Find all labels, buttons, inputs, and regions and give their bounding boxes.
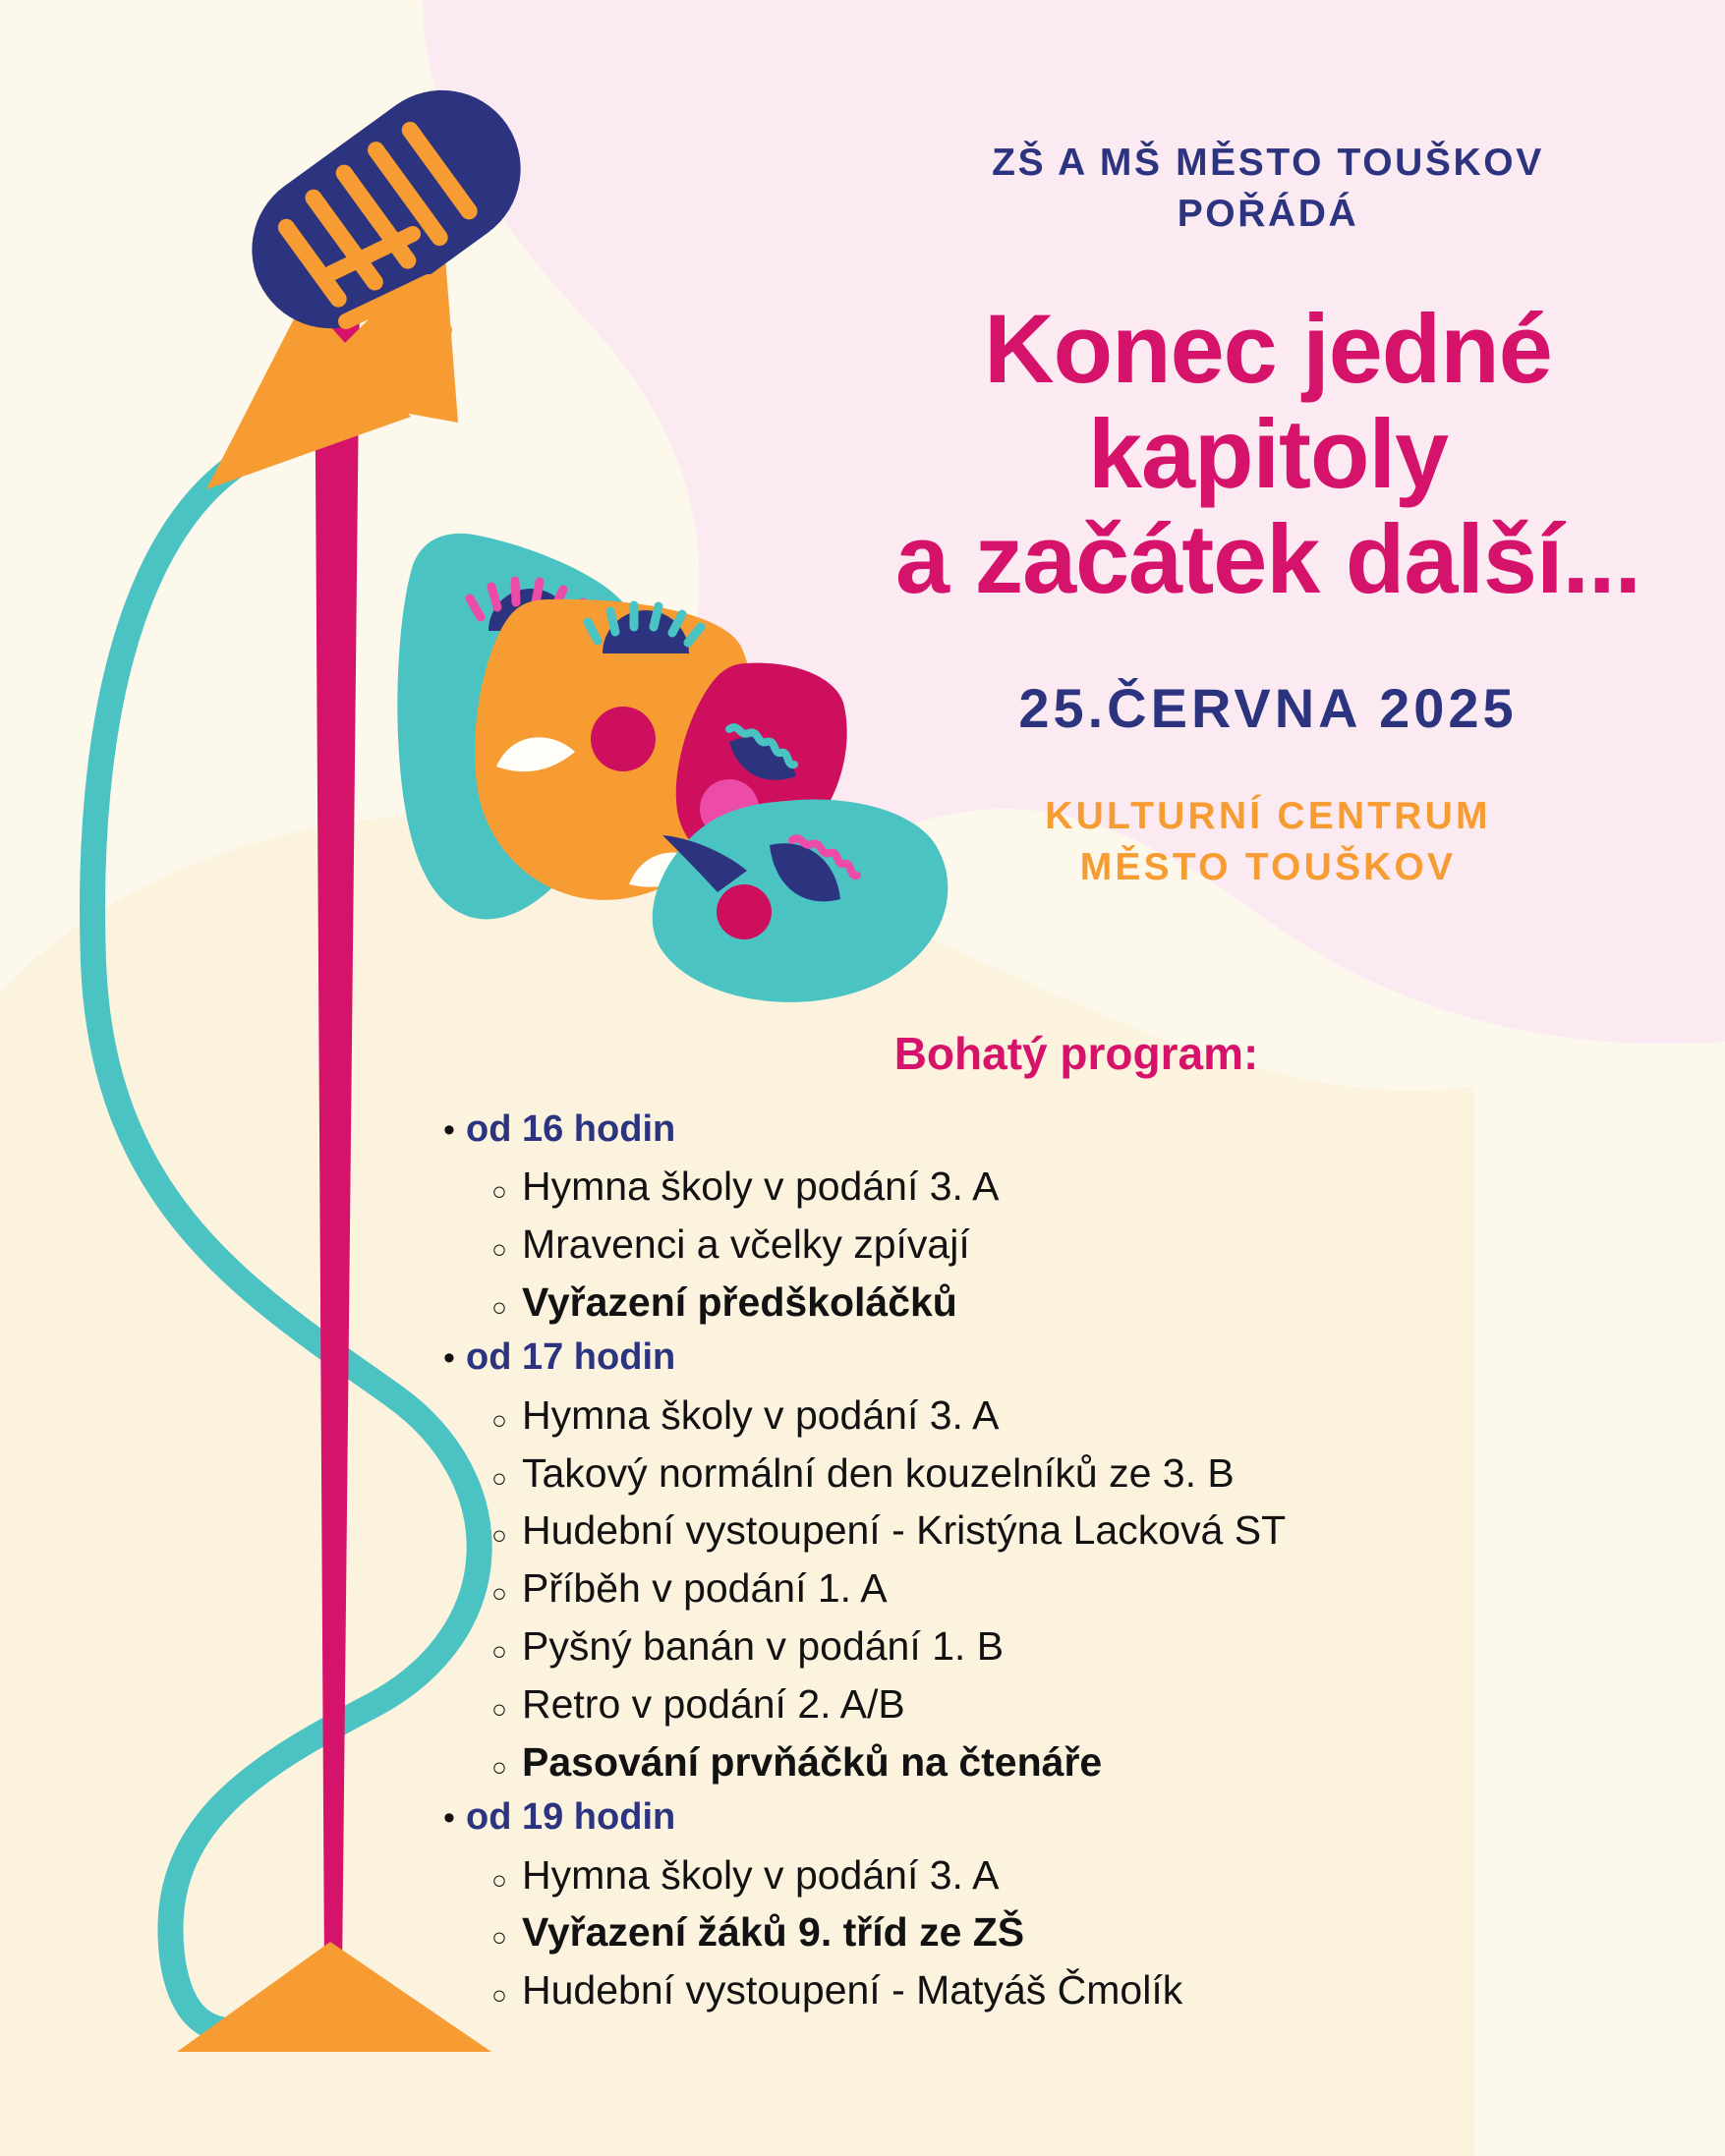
hollow-bullet-icon: ○: [491, 1864, 507, 1895]
solid-bullet-icon: •: [443, 1111, 455, 1149]
hollow-bullet-icon: ○: [491, 1462, 507, 1493]
program-item-row: [432, 1905, 1573, 1959]
program-item-row: [432, 1389, 1573, 1443]
program-group: [432, 1333, 1573, 1789]
program-item-label: Příběh v podání 1. A: [522, 1565, 888, 1612]
program-item-label: Hymna školy v podání 3. A: [522, 1391, 1000, 1438]
program-item-label: Vyřazení žáků 9. tříd ze ZŠ: [522, 1909, 1025, 1956]
program-item-label: Retro v podání 2. A/B: [522, 1681, 905, 1728]
hollow-bullet-icon: ○: [491, 1176, 507, 1207]
hollow-bullet-icon: ○: [491, 1234, 507, 1265]
hollow-bullet-icon: ○: [491, 1922, 507, 1953]
program-item-row: [432, 1735, 1573, 1789]
page-title: [865, 293, 1671, 613]
program-item-label: Hudební vystoupení - Kristýna Lacková ST: [522, 1507, 1287, 1554]
program-item-label: Hymna školy v podání 3. A: [522, 1851, 1000, 1898]
event-date: 25.ČERVNA 2025: [1018, 677, 1518, 740]
solid-bullet-icon: •: [443, 1799, 455, 1838]
program-section: [432, 1027, 1573, 2021]
program-time-label: od 16 hodin: [466, 1108, 676, 1150]
hollow-bullet-icon: ○: [491, 1752, 507, 1783]
kicker-line-1: ZŠ A MŠ MĚSTO TOUŠKOV: [992, 142, 1544, 184]
hollow-bullet-icon: ○: [491, 1694, 507, 1725]
program-item-row: [432, 1848, 1573, 1902]
program-item-row: [432, 1276, 1573, 1330]
solid-bullet-icon: •: [443, 1339, 455, 1378]
program-item-label: Mravenci a včelky zpívají: [522, 1221, 970, 1268]
program-item-label: Hudební vystoupení - Matyáš Čmolík: [522, 1967, 1183, 2014]
program-time-row: [432, 1333, 1573, 1382]
program-group: [432, 1106, 1573, 1330]
venue-line-1: KULTURNÍ CENTRUM: [1045, 795, 1491, 838]
program-group-list: [432, 1106, 1573, 2017]
hollow-bullet-icon: ○: [491, 1292, 507, 1323]
program-item-row: [432, 1963, 1573, 2017]
program-item-label: Takový normální den kouzelníků ze 3. B: [522, 1449, 1235, 1496]
mask-cheek: [591, 707, 656, 771]
program-item-label: Hymna školy v podání 3. A: [522, 1163, 1000, 1210]
event-venue: [865, 791, 1671, 893]
kicker-line: [865, 138, 1671, 240]
program-heading: Bohatý program:: [893, 1028, 1259, 1079]
program-item-row: [432, 1619, 1573, 1674]
program-item-label: Pyšný banán v podání 1. B: [522, 1623, 1005, 1670]
kicker-line-2: POŘÁDÁ: [1177, 192, 1359, 235]
program-item-label: Vyřazení předškoláčků: [522, 1279, 957, 1326]
hollow-bullet-icon: ○: [491, 1520, 507, 1551]
program-item-row: [432, 1160, 1573, 1214]
hollow-bullet-icon: ○: [491, 1636, 507, 1667]
program-item-row: [432, 1447, 1573, 1501]
header-text-block: [865, 138, 1671, 893]
program-time-row: [432, 1106, 1573, 1154]
program-group: [432, 1793, 1573, 2017]
program-item-label: Pasování prvňáčků na čtenáře: [522, 1739, 1103, 1786]
program-item-row: [432, 1677, 1573, 1731]
hollow-bullet-icon: ○: [491, 1980, 507, 2011]
title-line-2: a začátek další...: [895, 503, 1640, 613]
program-item-row: [432, 1504, 1573, 1558]
program-time-row: [432, 1793, 1573, 1842]
hollow-bullet-icon: ○: [491, 1404, 507, 1435]
program-item-row: [432, 1218, 1573, 1272]
program-time-label: od 17 hodin: [466, 1336, 676, 1379]
program-item-row: [432, 1561, 1573, 1616]
hollow-bullet-icon: ○: [491, 1578, 507, 1609]
venue-line-2: MĚSTO TOUŠKOV: [1079, 846, 1457, 889]
program-time-label: od 19 hodin: [466, 1796, 676, 1839]
mask-cheek: [717, 884, 772, 939]
title-line-1: Konec jedné kapitoly: [984, 293, 1552, 508]
